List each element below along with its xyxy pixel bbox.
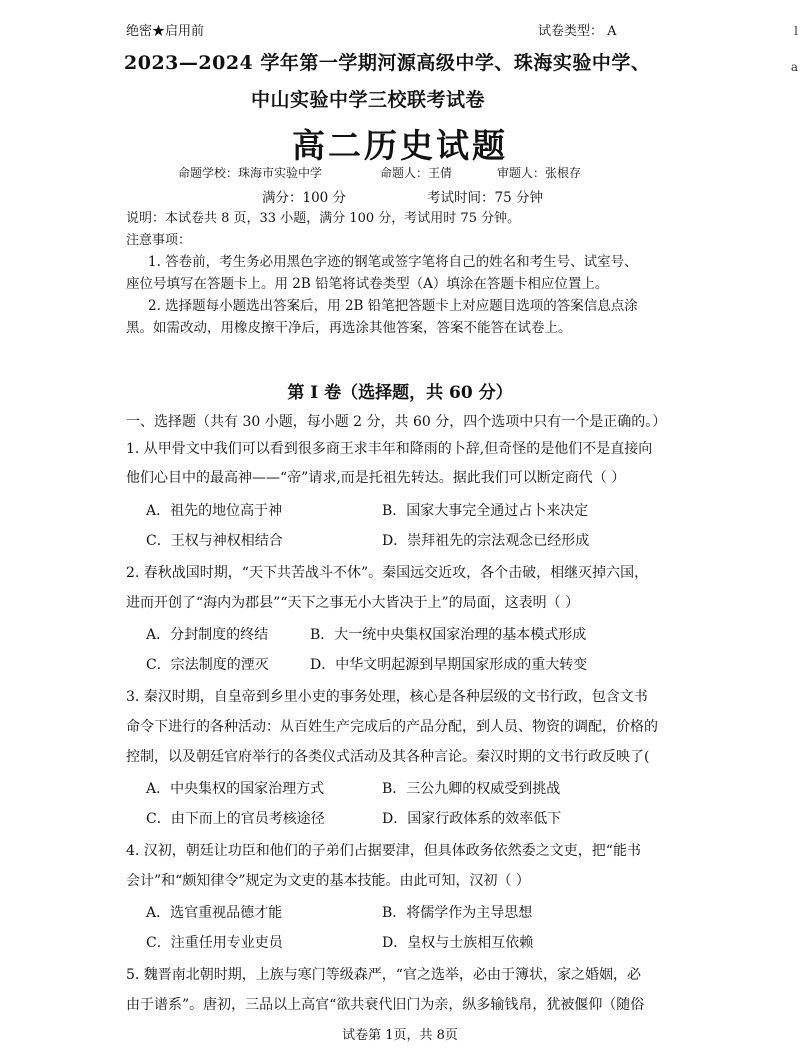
q1-option-d: D．崇拜祖先的宗法观念已经形成 — [382, 533, 590, 549]
q1-option-b: B．国家大事完全通过占卜来决定 — [382, 503, 589, 519]
q3-stem-line3: 控制，以及朝廷官府举行的各类仪式活动及其各种言论。秦汉时期的文书行政反映了( — [126, 749, 650, 765]
q4-option-b: B．将儒学作为主导思想 — [382, 905, 533, 921]
note-2-line2: 黑。如需改动，用橡皮擦干净后，再选涂其他答案，答案不能答在试卷上。 — [126, 320, 572, 336]
note-2-line1: 2. 选择题每小题选出答案后，用 2B 铅笔把答题卡上对应题目选项的答案信息点涂 — [148, 298, 638, 314]
q4-option-a: A．选官重视品德才能 — [146, 905, 283, 921]
meta-reviewer: 审题人：张根存 — [497, 166, 582, 180]
q2-option-c: C．宗法制度的湮灭 — [146, 657, 269, 673]
note-1-line2: 座位号填写在答题卡上。用 2B 铅笔将试卷类型（A）填涂在答题卡相应位置上。 — [126, 276, 609, 292]
full-score: 满分：100 分 — [262, 190, 347, 206]
q2-option-b: B．大一统中央集权国家治理的基本模式形成 — [310, 627, 587, 643]
exam-title-line2: 中山实验中学三校联考试卷 — [251, 89, 486, 111]
q2-option-a: A．分封制度的终结 — [146, 627, 269, 643]
note-1-line1: 1. 答卷前，考生务必用黑色字迹的钢笔或签字笔将自己的姓名和考生号、试室号、 — [148, 254, 638, 270]
q1-option-a: A．祖先的地位高于神 — [146, 503, 283, 519]
q1-stem-line2: 他们心目中的最高神——“帝”请求,而是托祖先转达。据此我们可以断定商代（ ） — [126, 470, 626, 486]
section-intro: 一、选择题（共有 30 小题，每小题 2 分，共 60 分，四个选项中只有一个是正确的。） — [126, 414, 667, 430]
edge-mark-1: l — [794, 24, 798, 38]
q4-stem-line2: 会计”和“颇知律令”规定为文吏的基本技能。由此可知，汉初（ ） — [126, 873, 530, 889]
q3-option-c: C．由下而上的官员考核途径 — [146, 811, 325, 827]
q1-stem-line1: 1. 从甲骨文中我们可以看到很多商王求丰年和降雨的卜辞,但奇怪的是他们不是直接向 — [126, 441, 653, 457]
q3-option-a: A．中央集权的国家治理方式 — [146, 781, 325, 797]
q2-option-d: D．中华文明起源到早期国家形成的重大转变 — [310, 657, 588, 673]
q3-option-d: D．国家行政体系的效率低下 — [382, 811, 562, 827]
q2-stem-line2: 进而开创了“海内为郡县”“天下之事无小大皆决于上”的局面，这表明（ ） — [126, 595, 580, 611]
q5-stem-line2: 由于谱系”。唐初，三品以上高官“欲共衰代旧门为亲，纵多输钱帛，犹被偃仰（随俗 — [126, 997, 645, 1013]
q4-option-c: C．注重任用专业吏员 — [146, 935, 283, 951]
notes-heading: 注意事项： — [126, 233, 192, 248]
meta-author: 命题人：王倩 — [380, 166, 453, 180]
exam-description: 说明：本试卷共 8 页，33 小题，满分 100 分，考试用时 75 分钟。 — [126, 211, 521, 226]
meta-school: 命题学校：珠海市实验中学 — [178, 166, 323, 180]
q3-option-b: B．三公九卿的权威受到挑战 — [382, 781, 561, 797]
q4-option-d: D．皇权与士族相互依赖 — [382, 935, 534, 951]
section-title: 第 I 卷（选择题，共 60 分） — [287, 383, 513, 403]
q4-stem-line1: 4. 汉初，朝廷让功臣和他们的子弟们占据要津，但具体政务依然委之文吏，把“能书 — [126, 843, 641, 859]
confidential-label: 绝密★启用前 — [126, 24, 205, 39]
exam-title-line1: 2023—2024 学年第一学期河源高级中学、珠海实验中学、 — [124, 52, 651, 74]
edge-mark-2: a — [790, 60, 798, 74]
page-footer: 试卷第 1页，共 8页 — [342, 1028, 458, 1043]
subject-title: 高二历史试题 — [292, 126, 508, 165]
exam-time: 考试时间：75 分钟 — [427, 190, 543, 206]
q3-stem-line2: 命令下进行的各种活动：从百姓生产完成后的产品分配，到人员、物资的调配，价格的 — [126, 719, 658, 735]
q5-stem-line1: 5. 魏晋南北朝时期，上族与寒门等级森严，“官之选举，必由于簿状，家之婚姻，必 — [126, 967, 641, 983]
q2-stem-line1: 2. 春秋战国时期，“天下共苦战斗不休”。秦国远交近攻，各个击破，相继灭掉六国， — [126, 565, 649, 581]
q3-stem-line1: 3. 秦汉时期，自皇帝到乡里小吏的事务处理，核心是各种层级的文书行政，包含文书 — [126, 689, 648, 705]
q1-option-c: C．王权与神权相结合 — [146, 533, 283, 549]
paper-type-label: 试卷类型： A — [538, 24, 617, 39]
